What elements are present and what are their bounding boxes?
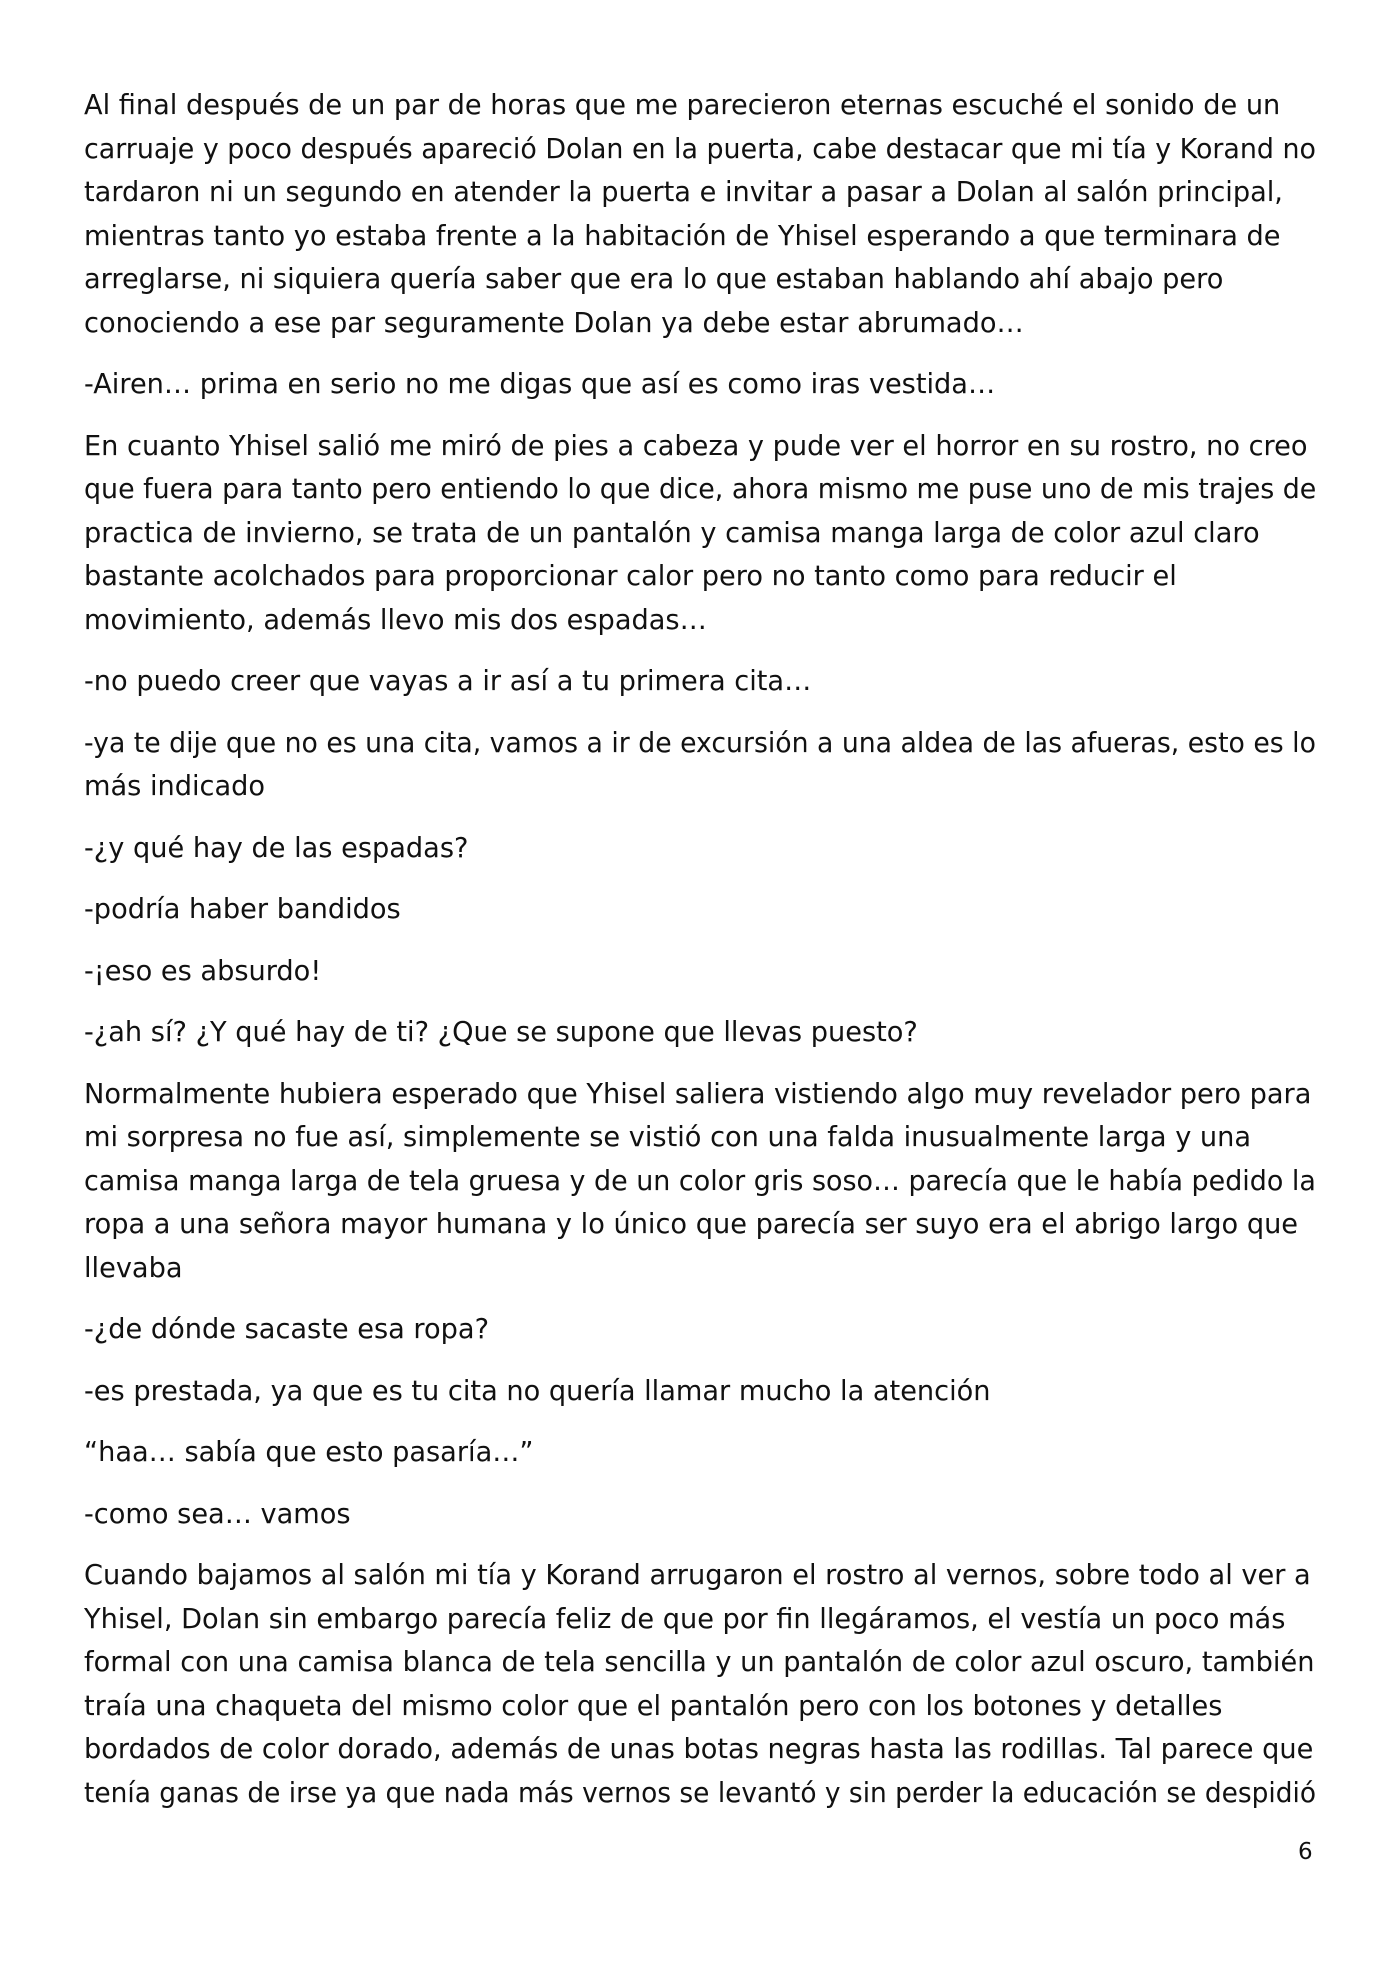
text-line: ropa a una señora mayor humana y lo único que parecía ser suyo era el abrigo largo que — [84, 1209, 1299, 1240]
text-line: -¡eso es absurdo! — [84, 955, 322, 987]
text-line: “haa… sabía que esto pasaría…” — [84, 1437, 534, 1468]
text-line: más indicado — [84, 771, 266, 802]
paragraph — [84, 722, 1316, 809]
text-line: Normalmente hubiera esperado que Yhisel saliera vistiendo algo muy revelador pero para — [84, 1078, 1312, 1110]
paragraph — [84, 827, 1316, 871]
text-line: -podría haber bandidos — [84, 894, 401, 925]
page-body-text — [84, 84, 1316, 1833]
paragraph — [84, 1308, 1316, 1352]
text-line: -no puedo creer que vayas a ir así a tu primera cita… — [84, 666, 812, 697]
text-line: mientras tanto yo estaba frente a la habitación de Yhisel esperando a que terminara de — [84, 220, 1281, 252]
paragraph — [84, 1493, 1316, 1537]
text-line: -es prestada, ya que es tu cita no quería llamar mucho la atención — [84, 1375, 991, 1407]
text-line: camisa manga larga de tela gruesa y de un color gris soso… parecía que le había pedido la — [84, 1165, 1316, 1197]
text-line: llevaba — [84, 1252, 183, 1284]
text-line: tenía ganas de irse ya que nada más vernos se levantó y sin perder la educación se despidió — [84, 1777, 1316, 1809]
paragraph — [84, 888, 1316, 932]
text-line: -como sea… vamos — [84, 1498, 351, 1530]
text-line: mi sorpresa no fue así, simplemente se vistió con una falda inusualmente larga y una — [84, 1122, 1252, 1153]
text-line: Al final después de un par de horas que me parecieron eternas escuché el sonido de un — [84, 90, 1281, 121]
text-line: bastante acolchados para proporcionar calor pero no tanto como para reducir el — [84, 561, 1177, 592]
text-line: -Airen… prima en serio no me digas que así es como iras vestida… — [84, 369, 996, 400]
text-line: arreglarse, ni siquiera quería saber que era lo que estaban hablando ahí abajo pero — [84, 264, 1224, 295]
text-line: tardaron ni un segundo en atender la puerta e invitar a pasar a Dolan al salón principal, — [84, 177, 1283, 208]
text-line: practica de invierno, se trata de un pantalón y camisa manga larga de color azul claro — [84, 517, 1260, 549]
text-line: traía una chaqueta del mismo color que el pantalón pero con los botones y detalles — [84, 1690, 1223, 1722]
paragraph — [84, 425, 1316, 643]
text-line: Cuando bajamos al salón mi tía y Korand arrugaron el rostro al vernos, sobre todo al ver a — [84, 1560, 1311, 1591]
text-line: En cuanto Yhisel salió me miró de pies a cabeza y pude ver el horror en su rostro, no creo — [84, 430, 1308, 462]
text-line: que fuera para tanto pero entiendo lo que dice, ahora mismo me puse uno de mis trajes de — [84, 474, 1317, 505]
paragraph — [84, 363, 1316, 407]
text-line: -¿ah sí? ¿Y qué hay de ti? ¿Que se supone que llevas puesto? — [84, 1017, 918, 1048]
text-line: conociendo a ese par seguramente Dolan ya debe estar abrumado… — [84, 307, 1024, 339]
text-line: carruaje y poco después apareció Dolan en la puerta, cabe destacar que mi tía y Korand no — [84, 133, 1316, 165]
paragraph — [84, 1073, 1316, 1291]
text-line: bordados de color dorado, además de unas botas negras hasta las rodillas. Tal parece que — [84, 1734, 1314, 1765]
text-line: -ya te dije que no es una cita, vamos a ir de excursión a una aldea de las afueras, esto es lo — [84, 727, 1316, 759]
paragraph — [84, 1431, 1316, 1475]
page-number: 6 — [1298, 1839, 1313, 1865]
paragraph — [84, 1554, 1316, 1815]
text-line: movimiento, además llevo mis dos espadas… — [84, 604, 707, 636]
paragraph — [84, 1011, 1316, 1055]
text-line: formal con una camisa blanca de tela sencilla y un pantalón de color azul oscuro, también — [84, 1647, 1315, 1678]
text-line: -¿y qué hay de las espadas? — [84, 832, 469, 864]
paragraph — [84, 950, 1316, 994]
text-line: -¿de dónde sacaste esa ropa? — [84, 1314, 489, 1345]
paragraph — [84, 1370, 1316, 1414]
text-line: Yhisel, Dolan sin embargo parecía feliz de que por fin llegáramos, el vestía un poco más — [84, 1603, 1286, 1635]
paragraph — [84, 84, 1316, 345]
paragraph — [84, 660, 1316, 704]
